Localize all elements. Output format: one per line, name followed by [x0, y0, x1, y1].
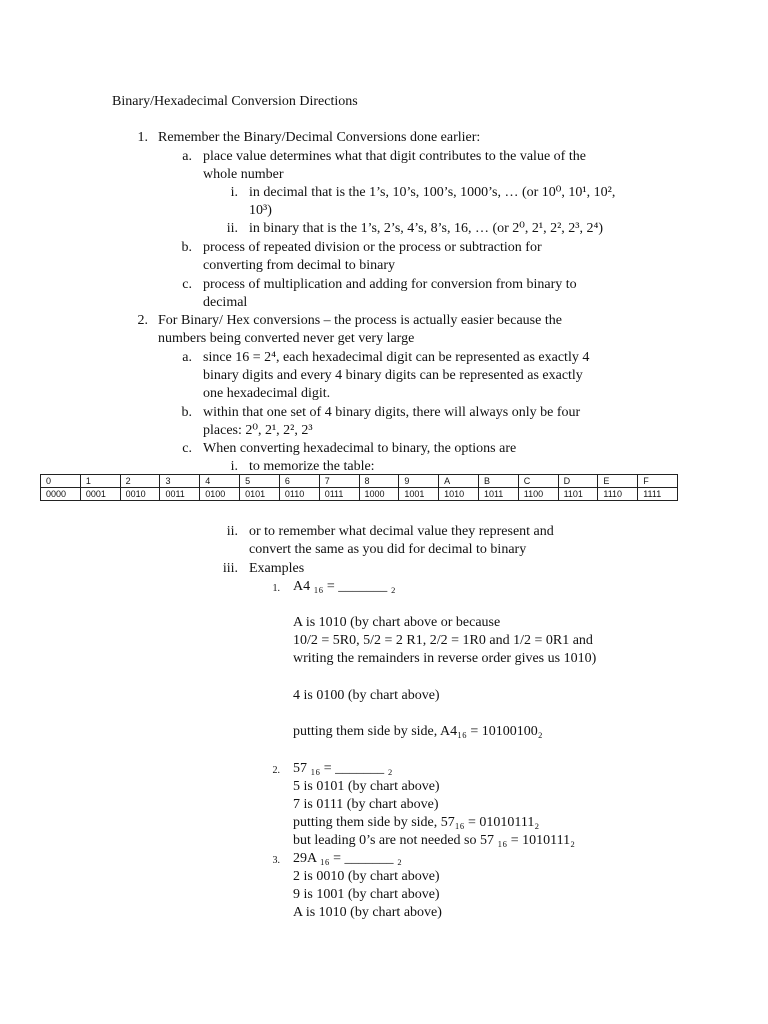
hex-cell: B — [478, 475, 518, 488]
roman-text: to memorize the table: — [249, 459, 375, 474]
roman-text: or to remember what decimal value they represent and — [249, 524, 554, 539]
sub-item-text: place value determines what that digit contributes to the value of the — [203, 149, 586, 164]
example-text: 10/2 = 5R0, 5/2 = 2 R1, 2/2 = 1R0 and 1/2 = 0R1 and — [293, 633, 593, 648]
roman-text: Examples — [249, 561, 305, 576]
hex-cell: 3 — [160, 475, 200, 488]
roman-text: in binary that is the 1’s, 2’s, 4’s, 8’s, 16, … (or 2⁰, 2¹, 2², 2³, 2⁴) — [249, 221, 604, 236]
sub-item-text: one hexadecimal digit. — [203, 386, 331, 401]
sub-item-text: binary digits and every 4 binary digits can be represented as exactly — [203, 368, 583, 383]
sub-item-text: within that one set of 4 binary digits, there will always only be four — [203, 405, 581, 420]
example-text: 5 is 0101 (by chart above) — [293, 779, 440, 794]
roman-marker: ii. — [226, 221, 238, 236]
binary-cell: 1101 — [558, 488, 598, 501]
hex-cell: 7 — [319, 475, 359, 488]
roman-text: convert the same as you did for decimal to binary — [249, 542, 527, 557]
hex-cell: 6 — [279, 475, 319, 488]
example-question: A4 ₁₆ = _______ ₂ — [293, 579, 396, 594]
example-text: A is 1010 (by chart above) — [293, 905, 442, 920]
sub-item-text: since 16 = 2⁴, each hexadecimal digit can be represented as exactly 4 — [203, 350, 590, 365]
binary-cell: 0101 — [240, 488, 280, 501]
binary-cell: 1000 — [359, 488, 399, 501]
example-number: 1. — [272, 583, 280, 594]
binary-cell: 0001 — [80, 488, 120, 501]
binary-cell: 1011 — [478, 488, 518, 501]
hex-cell: 2 — [120, 475, 160, 488]
example-text: 4 is 0100 (by chart above) — [293, 688, 440, 703]
roman-marker: ii. — [226, 524, 238, 539]
sub-item-marker: b. — [181, 240, 192, 255]
roman-text: in decimal that is the 1’s, 10’s, 100’s, 1000’s, … (or 10⁰, 10¹, 10², — [249, 185, 616, 200]
hex-cell: 8 — [359, 475, 399, 488]
example-question: 29A ₁₆ = _______ ₂ — [293, 851, 402, 866]
example-text: 7 is 0111 (by chart above) — [293, 797, 439, 812]
item-number: 2. — [137, 313, 148, 328]
hex-cell: 0 — [41, 475, 81, 488]
example-text: 2 is 0010 (by chart above) — [293, 869, 440, 884]
binary-row — [41, 488, 678, 501]
sub-item-marker: a. — [182, 149, 192, 164]
binary-cell: 1100 — [518, 488, 558, 501]
binary-cell: 1111 — [638, 488, 678, 501]
sub-item-text: places: 2⁰, 2¹, 2², 2³ — [203, 423, 313, 438]
item-number: 1. — [137, 130, 148, 145]
binary-cell: 0000 — [41, 488, 81, 501]
hex-cell: E — [598, 475, 638, 488]
roman-marker: iii. — [222, 561, 238, 576]
page-title: Binary/Hexadecimal Conversion Directions — [112, 94, 358, 109]
sub-item-marker: c. — [182, 441, 192, 456]
binary-cell: 0010 — [120, 488, 160, 501]
sub-item-text: whole number — [203, 167, 284, 182]
hex-cell: D — [558, 475, 598, 488]
hex-cell: F — [638, 475, 678, 488]
sub-item-marker: b. — [181, 405, 192, 420]
sub-item-text: decimal — [203, 295, 248, 310]
binary-cell: 1010 — [439, 488, 479, 501]
sub-item-text: process of multiplication and adding for conversion from binary to — [203, 277, 577, 292]
hex-row — [41, 475, 678, 488]
binary-cell: 1110 — [598, 488, 638, 501]
hex-binary-table — [40, 474, 678, 501]
sub-item-marker: a. — [182, 350, 192, 365]
binary-cell: 0110 — [279, 488, 319, 501]
example-text: writing the remainders in reverse order gives us 1010) — [293, 651, 597, 666]
example-number: 3. — [272, 855, 280, 866]
item-text: numbers being converted never get very large — [158, 331, 415, 346]
example-text: A is 1010 (by chart above or because — [293, 615, 501, 630]
binary-cell: 1001 — [399, 488, 439, 501]
example-text: putting them side by side, A4₁₆ = 10100100₂ — [293, 724, 543, 739]
item-text: For Binary/ Hex conversions – the process is actually easier because the — [158, 313, 562, 328]
hex-cell: A — [439, 475, 479, 488]
example-question: 57 ₁₆ = _______ ₂ — [293, 761, 393, 776]
hex-cell: 9 — [399, 475, 439, 488]
example-text: but leading 0’s are not needed so 57 ₁₆ = 1010111₂ — [293, 833, 576, 848]
hex-cell: 5 — [240, 475, 280, 488]
example-number: 2. — [272, 765, 280, 776]
example-text: 9 is 1001 (by chart above) — [293, 887, 440, 902]
item-text: Remember the Binary/Decimal Conversions done earlier: — [158, 130, 481, 145]
roman-marker: i. — [230, 459, 238, 474]
sub-item-text: When converting hexadecimal to binary, the options are — [203, 441, 517, 456]
sub-item-text: converting from decimal to binary — [203, 258, 396, 273]
roman-marker: i. — [230, 185, 238, 200]
binary-cell: 0100 — [200, 488, 240, 501]
sub-item-marker: c. — [182, 277, 192, 292]
sub-item-text: process of repeated division or the process or subtraction for — [203, 240, 542, 255]
example-text: putting them side by side, 57₁₆ = 01010111₂ — [293, 815, 540, 830]
binary-cell: 0111 — [319, 488, 359, 501]
binary-cell: 0011 — [160, 488, 200, 501]
hex-cell: C — [518, 475, 558, 488]
hex-cell: 1 — [80, 475, 120, 488]
hex-cell: 4 — [200, 475, 240, 488]
roman-text: 10³) — [249, 203, 272, 218]
